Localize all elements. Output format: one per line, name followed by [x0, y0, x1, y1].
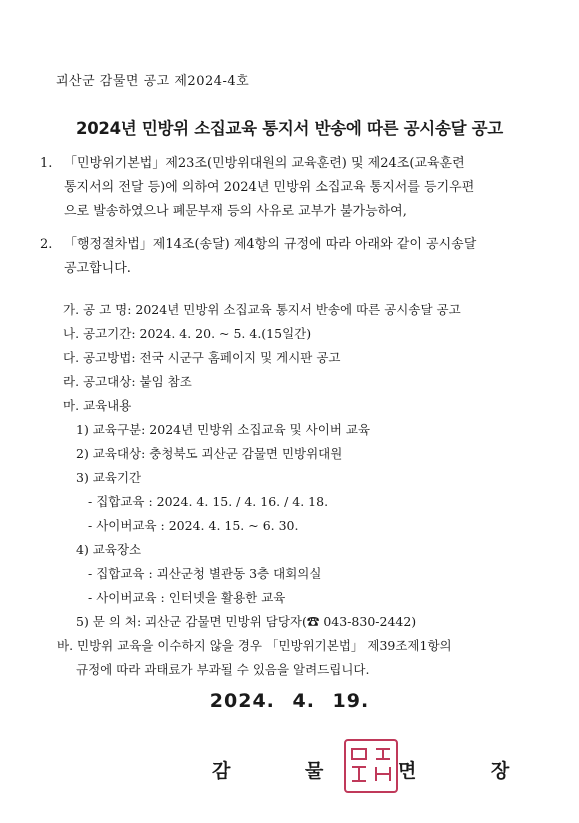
education-target: 2) 교육대상: 충청북도 괴산군 감물면 민방위대원 [76, 446, 343, 461]
paragraph-2-number: 2. [40, 237, 53, 252]
education-place-cyber: - 사이버교육 : 인터넷을 활용한 교육 [88, 590, 286, 605]
paragraph-1-line-2: 통지서의 전달 등)에 의하여 2024년 민방위 소집교육 통지서를 등기우편 [64, 180, 475, 195]
detail-item-title: 가. 공 고 명: 2024년 민방위 소집교육 통지서 반송에 따른 공시송달 공고 [63, 302, 461, 317]
detail-item-penalty-cont: 규정에 따라 과태료가 부과될 수 있음을 알려드립니다. [76, 662, 370, 677]
signer-title: 감 물 면 장 [212, 760, 544, 782]
detail-item-method: 다. 공고방법: 전국 시군구 홈페이지 및 게시판 공고 [63, 350, 341, 365]
paragraph-2-line-1: 「행정절차법」제14조(송달) 제4항의 규정에 따라 아래와 같이 공시송달 [64, 237, 477, 252]
education-place: 4) 교육장소 [76, 542, 142, 557]
education-place-group: - 집합교육 : 괴산군청 별관동 3층 대회의실 [88, 566, 322, 581]
education-period-group: - 집합교육 : 2024. 4. 15. / 4. 16. / 4. 18. [88, 494, 329, 509]
detail-item-education: 마. 교육내용 [63, 398, 132, 413]
paragraph-1-line-3: 으로 발송하였으나 폐문부재 등의 사유로 교부가 불가능하여, [64, 204, 407, 219]
detail-item-target: 라. 공고대상: 붙임 참조 [63, 374, 192, 389]
notice-date: 2024. 4. 19. [209, 690, 370, 712]
paragraph-1-number: 1. [40, 156, 53, 171]
paragraph-2-line-2: 공고합니다. [64, 261, 131, 276]
education-type: 1) 교육구분: 2024년 민방위 소집교육 및 사이버 교육 [76, 422, 371, 437]
education-period-cyber: - 사이버교육 : 2024. 4. 15. ~ 6. 30. [88, 518, 299, 533]
notice-number: 괴산군 감물면 공고 제2024-4호 [56, 74, 250, 89]
detail-item-penalty: 바. 민방위 교육을 이수하지 않을 경우 「민방위기본법」 제39조제1항의 [57, 638, 452, 653]
education-period: 3) 교육기간 [76, 470, 142, 485]
paragraph-1-line-1: 「민방위기본법」제23조(민방위대원의 교육훈련) 및 제24조(교육훈련 [64, 156, 465, 171]
contact-info: 5) 문 의 처: 괴산군 감물면 민방위 담당자(☎ 043-830-2442) [76, 614, 417, 629]
detail-item-period: 나. 공고기간: 2024. 4. 20. ~ 5. 4.(15일간) [63, 326, 312, 341]
document-title: 2024년 민방위 소집교육 통지서 반송에 따른 공시송달 공고 [76, 119, 503, 138]
